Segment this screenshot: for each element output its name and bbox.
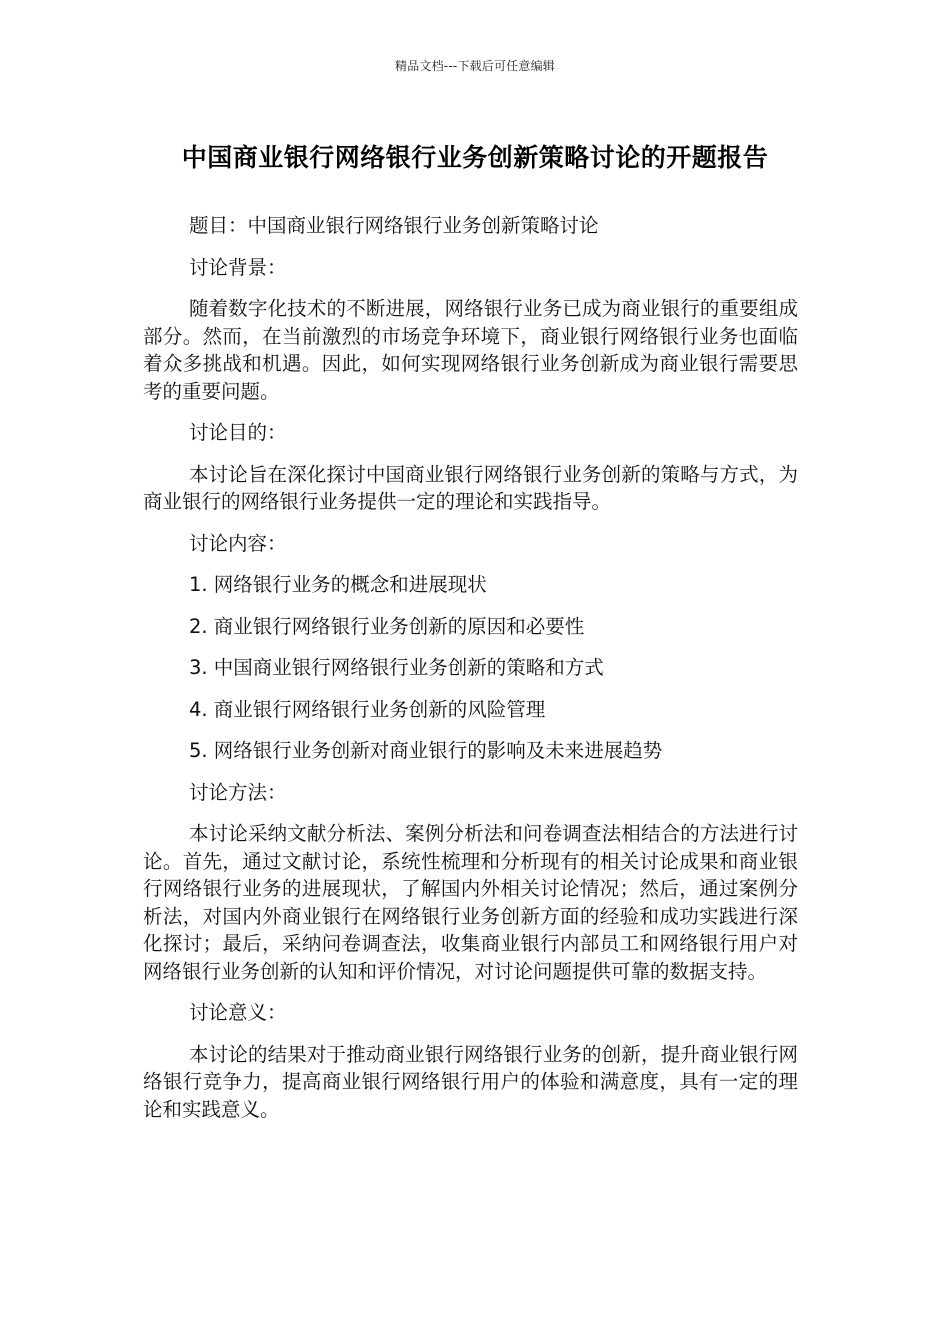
header-note: 精品文档---下载后可任意编辑 <box>395 59 555 73</box>
contents-item-1: 1. 网络银行业务的概念和进展现状 <box>189 573 487 596</box>
background-heading: 讨论背景： <box>189 255 287 279</box>
contents-item-4: 4. 商业银行网络银行业务创新的风险管理 <box>189 697 546 721</box>
contents-heading: 讨论内容： <box>189 531 287 555</box>
background-paragraph: 随着数字化技术的不断进展，网络银行业务已成为商业银行的重要组成部分。然而，在当前激烈的市场竞争环境下，商业银行网络银行业务也面临着众多挑战和机遇。因此，如何实现网络银行业务创新成为商业银行需要思考的重要问题。 <box>143 297 798 403</box>
document-body <box>143 212 798 1137</box>
method-heading: 讨论方法： <box>189 780 287 804</box>
topic-line: 题目：中国商业银行网络银行业务创新策略讨论 <box>189 214 599 237</box>
contents-item-5: 5. 网络银行业务创新对商业银行的影响及未来进展趋势 <box>189 739 663 762</box>
purpose-paragraph: 本讨论旨在深化探讨中国商业银行网络银行业务创新的策略与方式，为商业银行的网络银行业务提供一定的理论和实践指导。 <box>143 462 798 513</box>
significance-heading: 讨论意义： <box>189 1001 287 1024</box>
significance-paragraph: 本讨论的结果对于推动商业银行网络银行业务的创新，提升商业银行网络银行竞争力，提高商业银行网络银行用户的体验和满意度，具有一定的理论和实践意义。 <box>143 1042 798 1121</box>
purpose-heading: 讨论目的： <box>189 421 287 444</box>
contents-item-3: 3. 中国商业银行网络银行业务创新的策略和方式 <box>189 656 604 679</box>
method-paragraph: 本讨论采纳文献分析法、案例分析法和问卷调查法相结合的方法进行讨论。首先，通过文献讨论，系统性梳理和分析现有的相关讨论成果和商业银行网络银行业务的进展现状，了解国内外相关讨论情况；然后，通过案例分析法，对国内外商业银行在网络银行业务创新方面的经验和成功实践进行深化探讨；最后，采纳问卷调查法，收集商业银行内部员工和网络银行用户对网络银行业务创新的认知和评价情况，对讨论问题提供可靠的数据支持。 <box>143 822 798 983</box>
contents-item-2: 2. 商业银行网络银行业务创新的原因和必要性 <box>189 614 585 638</box>
document-title: 中国商业银行网络银行业务创新策略讨论的开题报告 <box>181 143 769 172</box>
